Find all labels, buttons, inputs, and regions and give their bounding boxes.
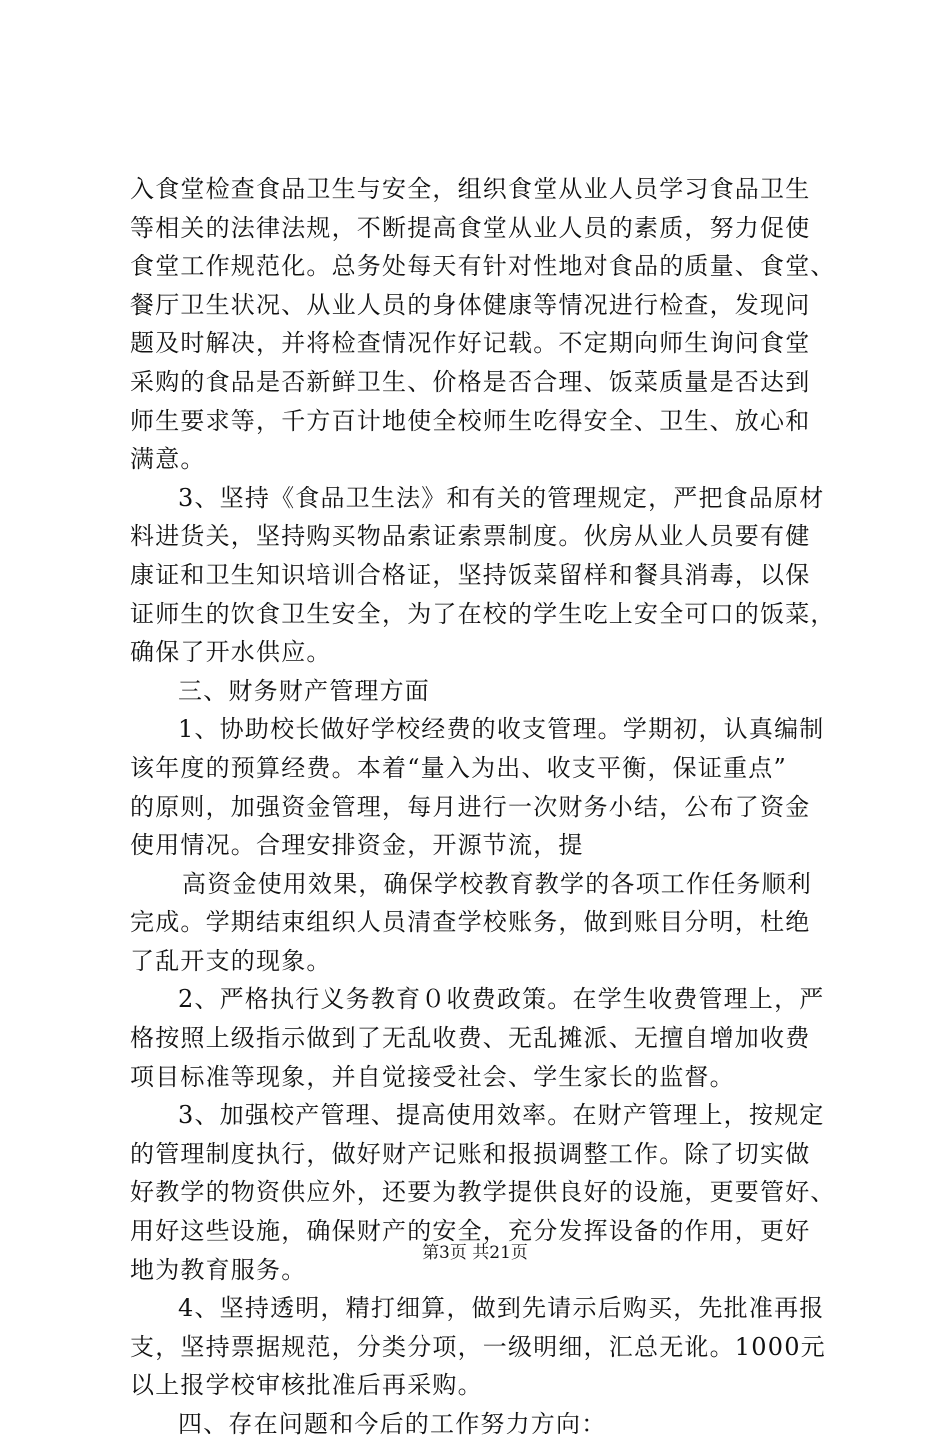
text-line: 料进货关，坚持购买物品索证索票制度。伙房从业人员要有健: [130, 522, 811, 551]
text-line: 食堂工作规范化。总务处每天有针对性地对食品的质量、食堂、: [130, 252, 836, 281]
text-line: 入食堂检查食品卫生与安全，组织食堂从业人员学习食品卫生: [130, 175, 811, 203]
text-line: 好教学的物资供应外，还要为教学提供良好的设施，更要管好、: [130, 1178, 836, 1207]
text-line: 完成。学期结束组织人员清查学校账务，做到账目分明，杜绝: [130, 908, 811, 937]
paragraph-start-line: 1、协助校长做好学校经费的收支管理。学期初，认真编制: [178, 715, 825, 744]
section-heading: 三、财务财产管理方面: [178, 676, 430, 705]
text-line: 的原则，加强资金管理，每月进行一次财务小结，公布了资金: [130, 792, 811, 821]
text-line: 餐厅卫生状况、从业人员的身体健康等情况进行检查，发现问: [130, 290, 811, 319]
section-heading: 四、存在问题和今后的工作努力方向：: [178, 1410, 607, 1438]
text-line: 以上报学校审核批准后再采购。: [130, 1371, 483, 1400]
text-line: 确保了开水供应。: [130, 638, 332, 667]
paragraph-start-line: 3、坚持《食品卫生法》和有关的管理规定，严把食品原材: [178, 483, 825, 512]
text-line: 证师生的饮食卫生安全，为了在校的学生吃上安全可口的饭菜，: [130, 599, 836, 628]
text-line: 的管理制度执行，做好财产记账和报损调整工作。除了切实做: [130, 1139, 811, 1168]
text-line: 等相关的法律法规，不断提高食堂从业人员的素质，努力促使: [130, 213, 811, 242]
paragraph-start-line: 4、坚持透明，精打细算，做到先请示后购买，先批准再报: [178, 1294, 825, 1323]
text-line: 题及时解决，并将检查情况作好记载。不定期向师生询问食堂: [130, 329, 811, 358]
text-line: 康证和卫生知识培训合格证，坚持饭菜留样和餐具消毒，以保: [130, 560, 811, 589]
paragraph-start-line: 2、严格执行义务教育０收费政策。在学生收费管理上，严: [178, 985, 825, 1014]
text-line: 地为教育服务。: [130, 1255, 307, 1284]
paragraph-start-line: 3、加强校产管理、提高使用效率。在财产管理上，按规定: [178, 1101, 825, 1130]
text-line: 该年度的预算经费。本着“量入为出、收支平衡，保证重点”: [130, 753, 787, 782]
text-line: 满意。: [130, 445, 206, 474]
text-line: 了乱开支的现象。: [130, 946, 332, 975]
text-line: 使用情况。合理安排资金，开源节流，提: [130, 831, 584, 860]
page-number-footer: 第3页 共21页: [422, 1243, 528, 1263]
text-line: 用好这些设施，确保财产的安全，充分发挥设备的作用，更好: [130, 1217, 811, 1246]
paragraph-start-line: 高资金使用效果，确保学校教育教学的各项工作任务顺利: [182, 869, 812, 898]
text-line: 项目标准等现象，并自觉接受社会、学生家长的监督。: [130, 1062, 735, 1091]
text-line: 格按照上级指示做到了无乱收费、无乱摊派、无擅自增加收费: [130, 1024, 811, 1053]
text-line: 支，坚持票据规范，分类分项，一级明细，汇总无讹。1000元: [130, 1332, 826, 1361]
text-line: 采购的食品是否新鲜卫生、价格是否合理、饭菜质量是否达到: [130, 367, 811, 396]
text-line: 师生要求等，千方百计地使全校师生吃得安全、卫生、放心和: [130, 406, 811, 435]
